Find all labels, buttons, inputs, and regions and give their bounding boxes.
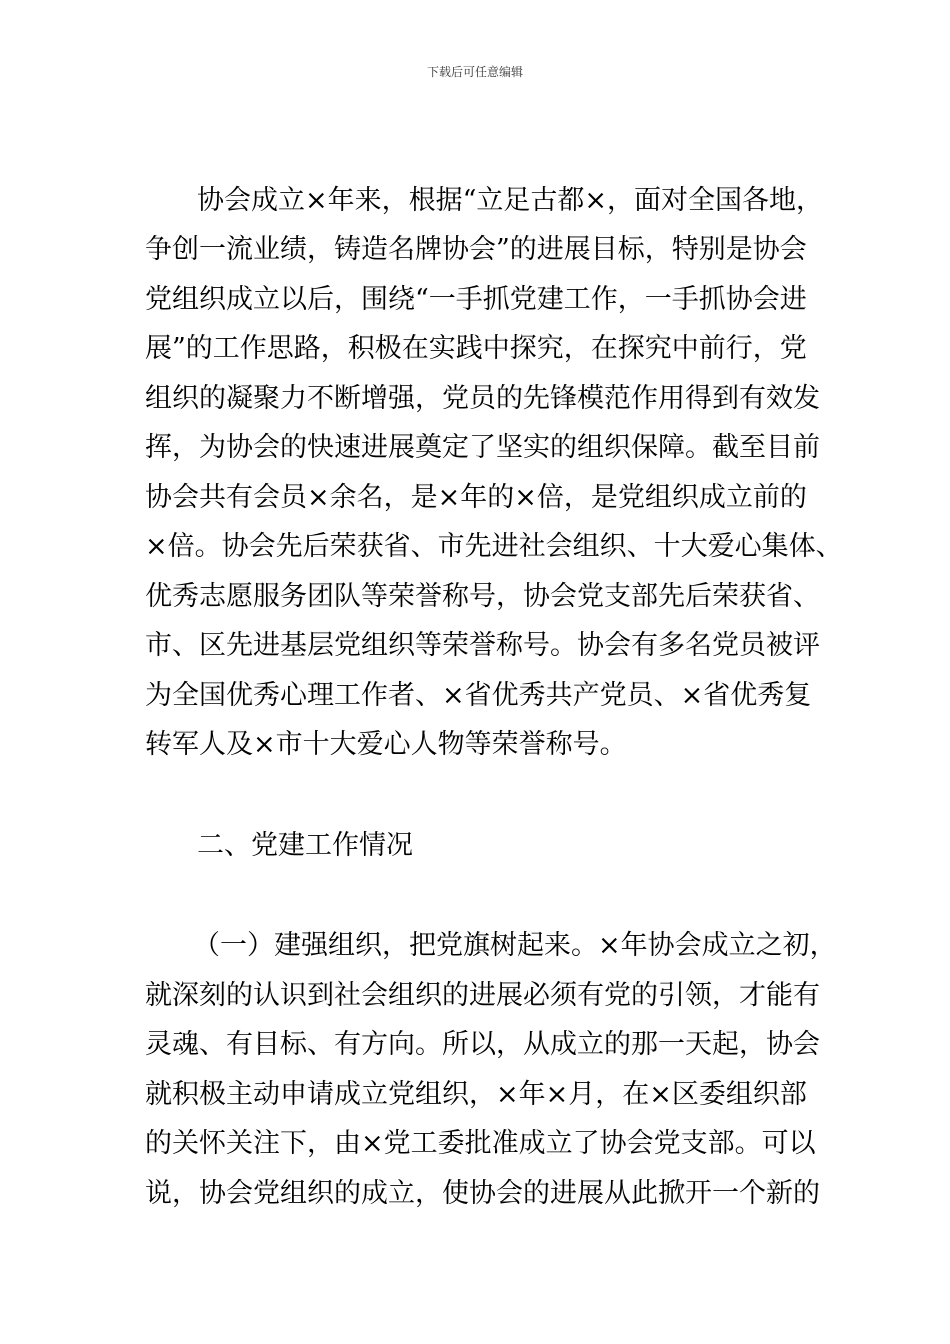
- paragraph-line: 就积极主动申请成立党组织，×年×月，在×区委组织部: [145, 1079, 807, 1110]
- paragraph-line: （一）建强组织，把党旗树起来。×年协会成立之初，: [193, 930, 837, 961]
- paragraph-line: 灵魂、有目标、有方向。所以，从成立的那一天起，协会: [145, 1029, 820, 1060]
- paragraph-line: 组织的凝聚力不断增强，党员的先锋模范作用得到有效发: [145, 383, 820, 414]
- paragraph-line: 优秀志愿服务团队等荣誉称号，协会党支部先后荣获省、: [145, 581, 820, 612]
- paragraph-line: 市、区先进基层党组织等荣誉称号。协会有多名党员被评: [145, 630, 820, 661]
- page-header: 下载后可任意编辑: [426, 65, 523, 79]
- section-heading: 二、党建工作情况: [197, 830, 413, 861]
- paragraph-line: 党组织成立以后，围绕“一手抓党建工作，一手抓协会进: [145, 284, 807, 315]
- paragraph-line: 争创一流业绩，铸造名牌协会”的进展目标，特别是协会: [145, 234, 807, 265]
- paragraph-line: 协会共有会员×余名，是×年的×倍，是党组织成立前的: [145, 482, 807, 513]
- paragraph-line: 的关怀关注下，由×党工委批准成立了协会党支部。可以: [145, 1128, 816, 1159]
- paragraph-line: 展”的工作思路，积极在实践中探究，在探究中前行，党: [145, 333, 807, 364]
- paragraph-line: 说，协会党组织的成立，使协会的进展从此掀开一个新的: [145, 1178, 820, 1209]
- paragraph-line: 转军人及×市十大爱心人物等荣誉称号。: [145, 729, 627, 760]
- paragraph-line: ×倍。协会先后荣获省、市先进社会组织、十大爱心集体、: [145, 531, 843, 562]
- paragraph-line: 就深刻的认识到社会组织的进展必须有党的引领，才能有: [145, 980, 820, 1011]
- paragraph-line: 为全国优秀心理工作者、×省优秀共产党员、×省优秀复: [145, 680, 812, 711]
- paragraph-line: 协会成立×年来，根据“立足古都×，面对全国各地，: [197, 185, 824, 216]
- paragraph-line: 挥，为协会的快速进展奠定了坚实的组织保障。截至目前: [145, 432, 820, 463]
